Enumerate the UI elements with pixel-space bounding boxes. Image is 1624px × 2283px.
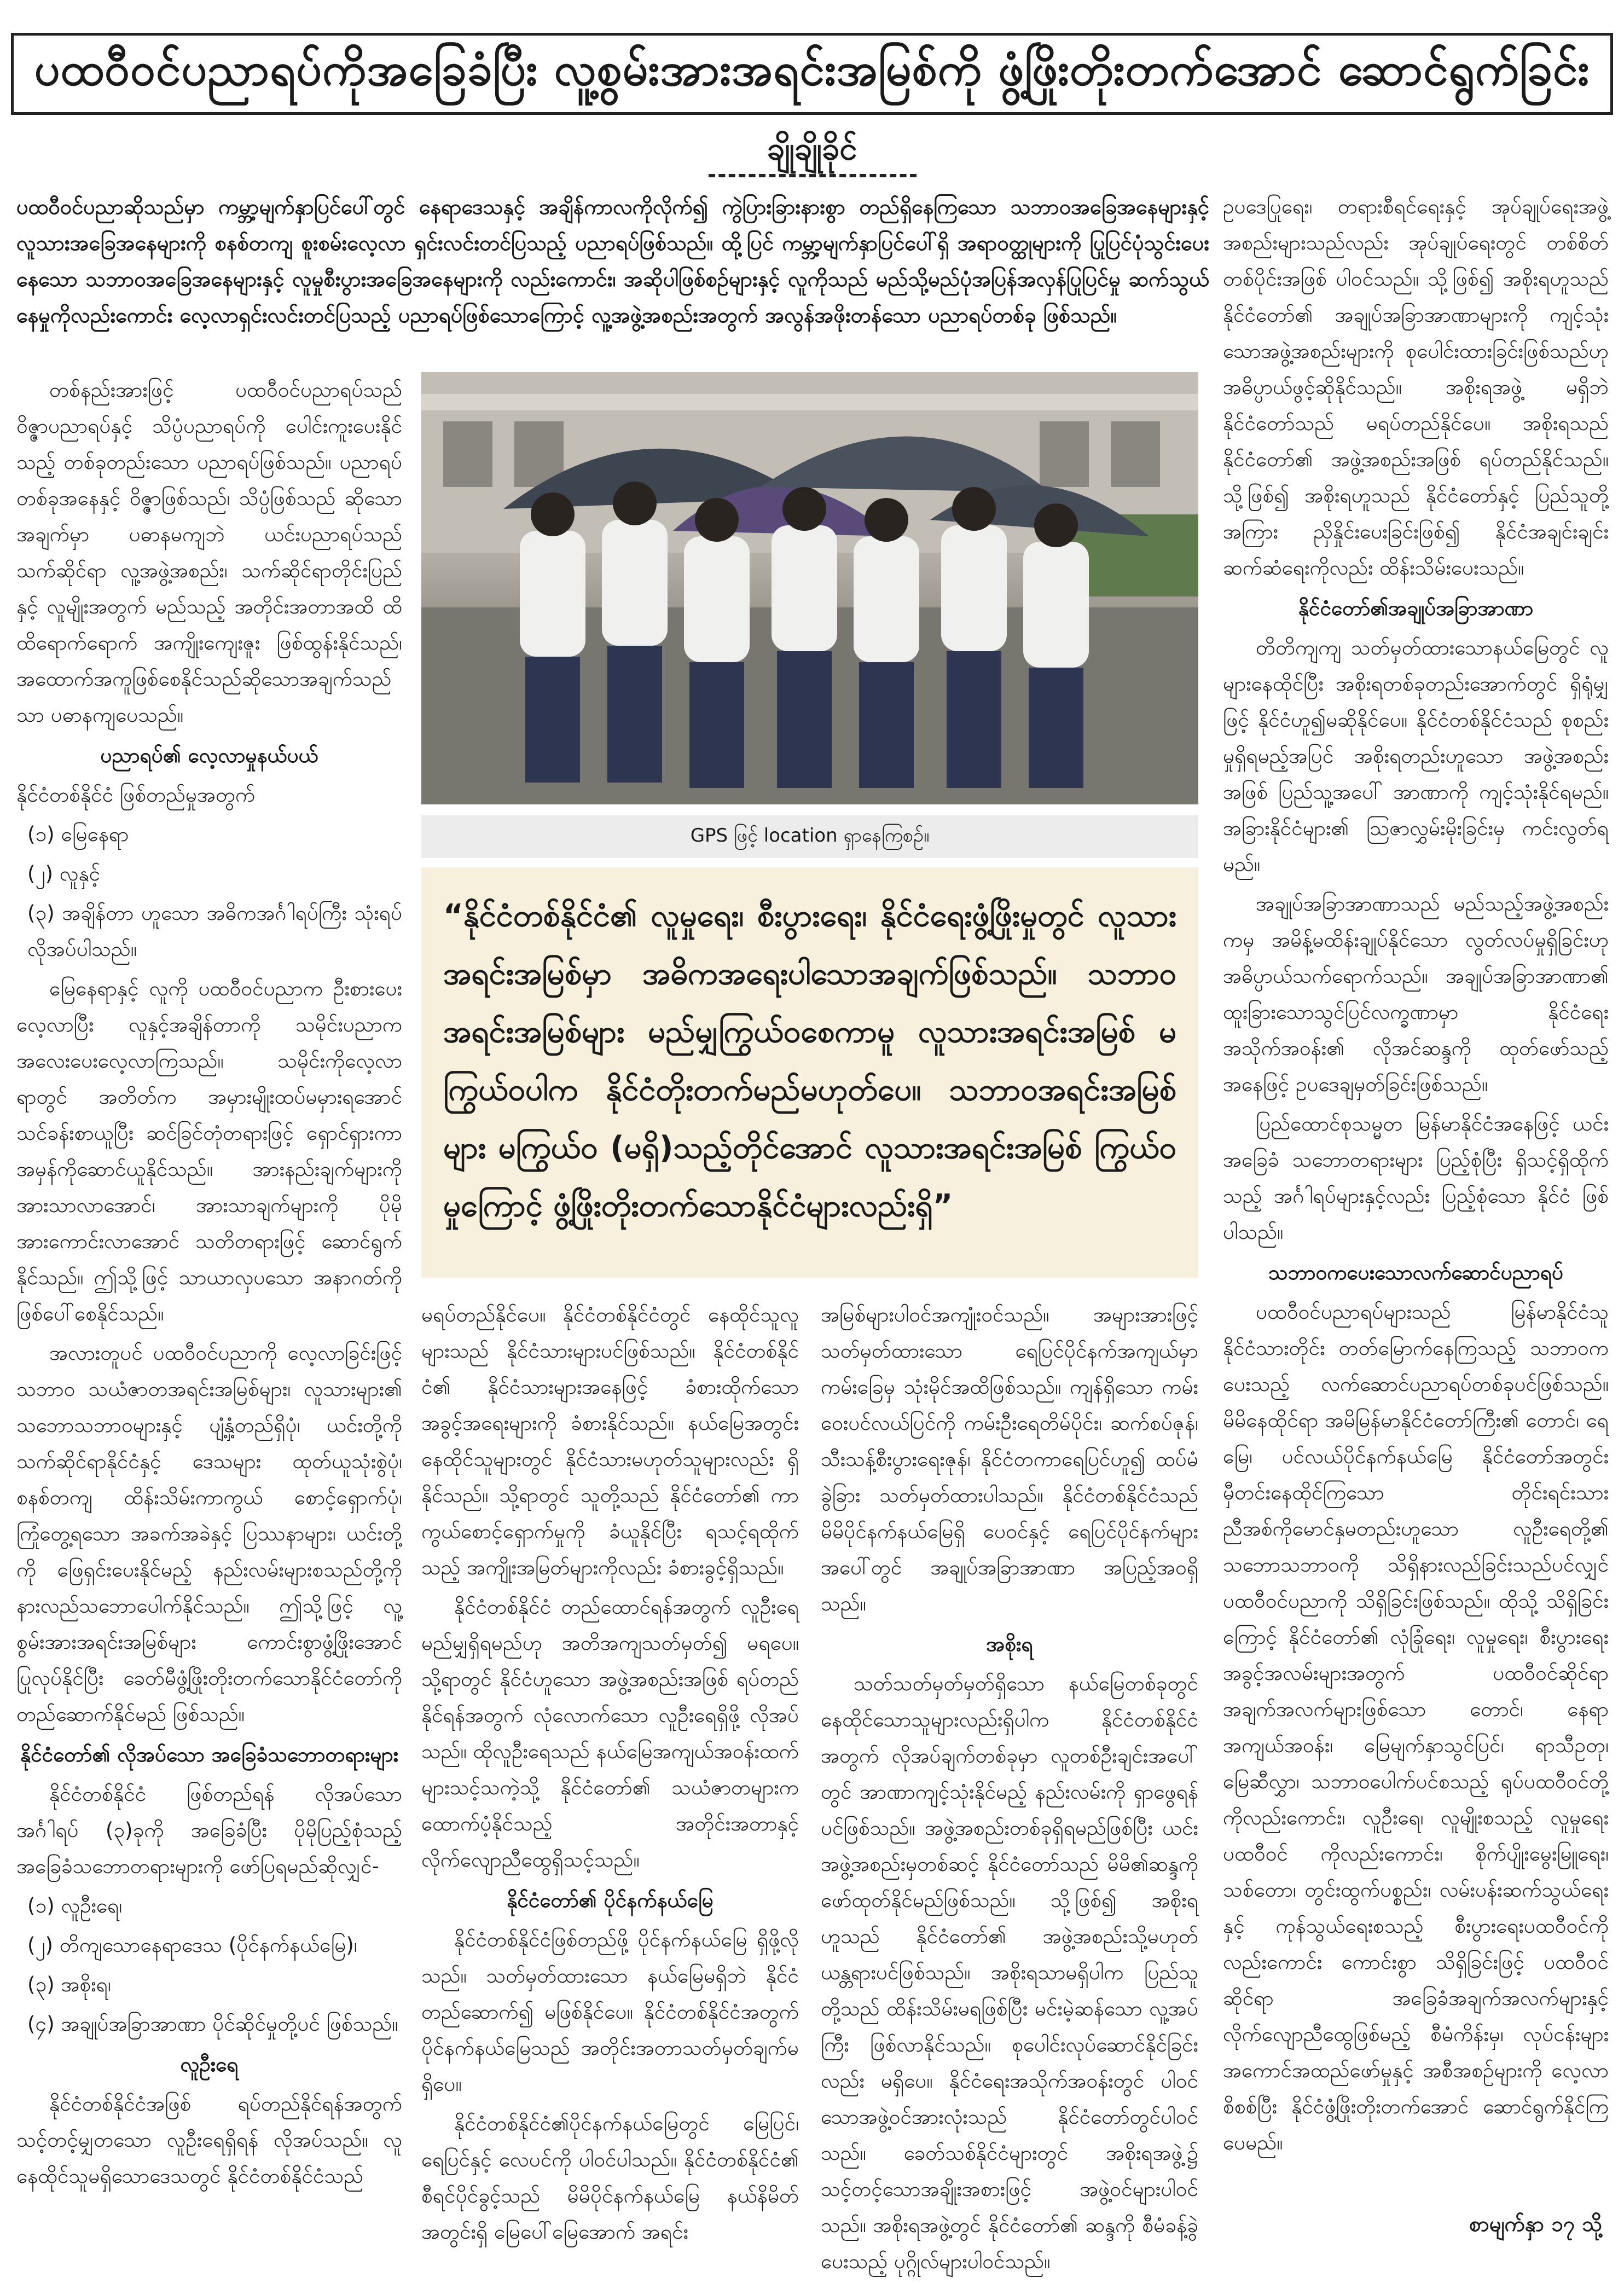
- paragraph: ပြည်ထောင်စုသမ္မတ မြန်မာနိုင်ငံအနေဖြင့် ယင်းအခြေခံ သဘောတရားများ ပြည့်စုံပြီး ရှိသင့်ရှိထိုက်သည့် အင်္ဂါရပ်များနှင့်လည်း ပြည့်စုံသော နိုင်ငံ ဖြစ်ပါသည်။: [1223, 1112, 1609, 1244]
- section-heading: လူဦးရေ: [180, 2053, 239, 2076]
- section-heading: နိုင်ငံတော်၏ ပိုင်နက်နယ်မြေ: [507, 1888, 714, 1912]
- paragraph: အမြစ်များပါဝင်အကျုံးဝင်သည်။ အများအားဖြင့် သတ်မှတ်ထားသော ရေပြင်ပိုင်နက်အကျယ်မှာ ကမ်းခြေမှ သုံးမိုင်အထိဖြစ်သည်။ ကျန်ရှိသော ကမ်းဝေးပင်လယ်ပြင်ကို ကမ်းဦးရေတိမ်ပိုင်း၊ ဆက်စပ်ဇုန်၊ သီးသန့်စီးပွားရေးဇုန်၊ နိုင်ငံတကာရေပြင်ဟူ၍ ထပ်မံခွဲခြား သတ်မှတ်ထားပါသည်။ နိုင်ငံတစ်နိုင်ငံသည် မိမိပိုင်နက်နယ်မြေရှိ ပေဝင်နှင့် ရေပြင်ပိုင်နက်များအပေါ်တွင် အချုပ်အခြာအာဏာ အပြည့်အဝရှိသည်။: [821, 1303, 1198, 1615]
- list-item: (၃) အချိန်တာ ဟူသော အဓိကအင်္ဂါရပ်ကြီး သုံးရပ် လိုအပ်ပါသည်။: [27, 901, 402, 961]
- article-headline: ပထဝီဝင်ပညာရပ်ကိုအခြေခံပြီး လူ့စွမ်းအားအရင်းအမြစ်ကို ဖွံ့ဖြိုးတိုးတက်အောင် ဆောင်ရွက်ခြင်း: [11, 33, 1613, 115]
- list-item: (၁) လူဦးရေ၊: [27, 1894, 123, 1917]
- paragraph: တိတိကျကျ သတ်မှတ်ထားသောနယ်မြေတွင် လူများနေထိုင်ပြီး အစိုးရတစ်ခုတည်းအောက်တွင် ရှိရုံမျှဖြင့် နိုင်ငံဟူ၍မဆိုနိုင်ပေ။ နိုင်ငံတစ်နိုင်ငံသည် စုစည်းမှုရှိရမည့်အပြင် အစိုးရတည်းဟူသော အဖွဲ့အစည်းအဖြစ် ပြည်သူ့အပေါ် အာဏာကို ကျင့်သုံးနိုင်ရမည်။ အခြားနိုင်ငံများ၏ ဩဇာလွှမ်းမိုးခြင်းမှ ကင်းလွတ်ရမည်။: [1223, 636, 1609, 876]
- section-heading: ပညာရပ်၏ လေ့လာမှုနယ်ပယ်: [100, 744, 318, 767]
- photo-caption: GPS ဖြင့် location ရှာနေကြစဉ်။: [421, 815, 1198, 858]
- paragraph: နိုင်ငံတစ်နိုင်ငံဖြစ်တည်ဖို့ ပိုင်နက်နယ်မြေ ရှိဖို့လိုသည်။ သတ်မှတ်ထားသော နယ်မြေမရှိဘဲ နိုင်ငံတည်ဆောက်၍ မဖြစ်နိုင်ပေ။ နိုင်ငံတစ်နိုင်ငံအတွက် ပိုင်နက်နယ်မြေသည် အတိုင်းအတာသတ်မှတ်ချက်မရှိပေ။: [421, 1928, 799, 2096]
- paragraph: မရပ်တည်နိုင်ပေ။ နိုင်ငံတစ်နိုင်ငံတွင် နေထိုင်သူလူများသည် နိုင်ငံသားများပင်ဖြစ်သည်။ နိုင်ငံတစ်နိုင်ငံ၏ နိုင်ငံသားများအနေဖြင့် ခံစားထိုက်သော အခွင့်အရေးများကို ခံစားနိုင်သည်။ နယ်မြေအတွင်း နေထိုင်သူများတွင် နိုင်ငံသားမဟုတ်သူများလည်း ရှိနိုင်သည်။ သို့ရာတွင် သူတို့သည် နိုင်ငံတော်၏ ကာကွယ်စောင့်ရှောက်မှုကို ခံယူနိုင်ပြီး ရသင့်ရထိုက်သည့် အကျိုးအမြတ်များကိုလည်း ခံစားခွင့်ရှိသည်။: [421, 1303, 799, 1579]
- column-1: [16, 372, 402, 2198]
- author-byline: ချိုချိုခိုင်: [767, 130, 857, 167]
- section-heading: နိုင်ငံတော်၏ လိုအပ်သော အခြေခံသဘောတရားများ: [20, 1743, 398, 1766]
- paragraph: သတ်သတ်မှတ်မှတ်ရှိသော နယ်မြေတစ်ခုတွင် နေထိုင်သောသူများလည်းရှိပါက နိုင်ငံတစ်နိုင်ငံအတွက် လိုအပ်ချက်တစ်ခုမှာ လူတစ်ဦးချင်းအပေါ်တွင် အာဏာကျင့်သုံးနိုင်မည့် နည်းလမ်းကို ရှာဖွေရန်ပင်ဖြစ်သည်။ အဖွဲ့အစည်းတစ်ခုရှိရမည်ဖြစ်ပြီး ယင်းအဖွဲ့အစည်းမှတစ်ဆင့် နိုင်ငံတော်သည် မိမိ၏ဆန္ဒကို ဖော်ထုတ်နိုင်မည်ဖြစ်သည်။ သို့ဖြစ်၍ အစိုးရဟူသည် နိုင်ငံတော်၏ အဖွဲ့အစည်းသို့မဟုတ် ယန္တရားပင်ဖြစ်သည်။ အစိုးရသာမရှိပါက ပြည်သူတို့သည် ထိန်းသိမ်းမရဖြစ်ပြီး မင်းမဲ့ဆန်သော လူ့အပ်ကြီး ဖြစ်လာနိုင်သည်။ စုပေါင်းလုပ်ဆောင်နိုင်ခြင်းလည်း မရှိပေ။ နိုင်ငံရေးအသိုက်အဝန်းတွင် ပါဝင်သောအဖွဲ့ဝင်အားလုံးသည် နိုင်ငံတော်တွင်ပါဝင်သည်။ ခေတ်သစ်နိုင်ငံများတွင် အစိုးရအဖွဲ့၌ သင့်တင့်သောအချိုးအစားဖြင့် အဖွဲ့ဝင်များပါဝင်သည်။ အစိုးရအဖွဲ့တွင် နိုင်ငံတော်၏ ဆန္ဒကို စီမံခန့်ခွဲပေးသည့် ပုဂ္ဂိုလ်များပါဝင်သည်။: [821, 1672, 1198, 2273]
- list-item: (၄) အချုပ်အခြာအာဏာ ပိုင်ဆိုင်မှုတို့ပင် ဖြစ်သည်။: [27, 2012, 398, 2036]
- photo-illustration: [421, 372, 1198, 804]
- paragraph: ပထဝီဝင်ပညာရပ်များသည် မြန်မာနိုင်ငံသူနိုင်ငံသားတိုင်း တတ်မြောက်နေကြသည့် သဘာဝကပေးသည့် လက်ဆောင်ပညာရပ်တစ်ခုပင်ဖြစ်သည်။ မိမိနေထိုင်ရာ အမိမြန်မာနိုင်ငံတော်ကြီး၏ တောင်၊ ရေမြေ၊ ပင်လယ်ပိုင်နက်နယ်မြေ နိုင်ငံတော်အတွင်း မှီတင်းနေထိုင်ကြသော တိုင်းရင်းသား ညီအစ်ကိုမောင်နှမတည်းဟူသော လူဦးရေတို့၏ သဘောသဘာဝကို သိရှိနားလည်ခြင်းသည်ပင်လျှင် ပထဝီဝင်ပညာကို သိရှိခြင်းဖြစ်သည်။ ထိုသို့ သိရှိခြင်းကြောင့် နိုင်ငံတော်၏ လုံခြုံရေး၊ လူမှုရေး၊ စီးပွားရေးအခွင့်အလမ်းများအတွက် ပထဝီဝင်ဆိုင်ရာ အချက်အလက်များဖြစ်သော တောင်၊ နေရာအကျယ်အဝန်း၊ မြေမျက်နှာသွင်ပြင်၊ ရာသီဥတု၊ မြေဆီလွှာ၊ သဘာဝပေါက်ပင်စသည့် ရုပ်ပထဝီဝင်တို့ကိုလည်းကောင်း၊ လူဦးရေ၊ လူမျိုးစသည့် လူမှုရေးပထဝီဝင် ကိုလည်းကောင်း၊ စိုက်ပျိုးမွေးမြူရေး၊ သစ်တော၊ တွင်းထွက်ပစ္စည်း၊ လမ်းပန်းဆက်သွယ်ရေးနှင့် ကုန်သွယ်ရေးစသည့် စီးပွားရေးပထဝီဝင်ကိုလည်းကောင်း ကောင်းစွာ သိရှိခြင်းဖြင့် ပထဝီဝင်ဆိုင်ရာ အခြေခံအချက်အလက်များနှင့် လိုက်လျောညီထွေဖြစ်မည့် စီမံကိန်းမှ၊ လုပ်ငန်းများ အကောင်အထည်ဖော်မှုနှင့် အစီအစဉ်များကို လေ့လာစိစစ်ပြီး နိုင်ငံဖွံ့ဖြိုးတိုးတက်အောင် ဆောင်ရွက်နိုင်ကြပေမည်။: [1223, 1300, 1609, 2154]
- list-item: (၂) လူနှင့်: [27, 862, 101, 885]
- column-2: [421, 1297, 799, 2253]
- section-heading: နိုင်ငံတော်၏အချုပ်အခြာအာဏာ: [1298, 596, 1534, 620]
- paragraph: နိုင်ငံတစ်နိုင်ငံ ဖြစ်တည်မှုအတွက်: [16, 783, 256, 807]
- byline-divider: [709, 174, 917, 177]
- paragraph: နိုင်ငံတစ်နိုင်ငံ ဖြစ်တည်ရန် လိုအပ်သော အင်္ဂါရပ် (၃)ခုကို အခြေခံပြီး ပိုမိုပြည့်စုံသည့် အခြေခံသဘောတရားများကို ဖော်ပြရမည်ဆိုလျှင်-: [16, 1782, 402, 1878]
- paragraph: မြေနေရာနှင့် လူကို ပထဝီဝင်ပညာက ဦးစားပေး လေ့လာပြီး လူနှင့်အချိန်တာကို သမိုင်းပညာကအလေးပေးလေ့လာကြသည်။ သမိုင်းကိုလေ့လာရာတွင် အတိတ်က အမှားမျိုးထပ်မမှားရအောင် သင်ခန်းစာယူပြီး ဆင်ခြင်တုံတရားဖြင့် ရှောင်ရှားကာ အမှန်ကိုဆောင်ယူနိုင်သည်။ အားနည်းချက်များကို အားသာလာအောင်၊ အားသာချက်များကို ပိုမိုအားကောင်းလာအောင် သတိတရားဖြင့် ဆောင်ရွက်နိုင်သည်။ ဤသို့ဖြင့် သာယာလှပသော အနာဂတ်ကို ဖြစ်ပေါ်စေနိုင်သည်။: [16, 977, 402, 1325]
- paragraph: နိုင်ငံတစ်နိုင်ငံ တည်ထောင်ရန်အတွက် လူဦးရေမည်မျှရှိရမည်ဟု အတိအကျသတ်မှတ်၍ မရပေ။ သို့ရာတွင် နိုင်ငံဟူသော အဖွဲ့အစည်းအဖြစ် ရပ်တည်နိုင်ရန်အတွက် လုံလောက်သော လူဦးရေရှိဖို့ လိုအပ်သည်။ ထိုလူဦးရေသည် နယ်မြေအကျယ်အဝန်းထက် များသင့်သကဲ့သို့ နိုင်ငံတော်၏ သယံဇာတများက ထောက်ပံ့နိုင်သည့် အတိုင်းအတာနှင့် လိုက်လျောညီထွေရှိသင့်သည်။: [421, 1595, 799, 1871]
- continued-on-page: စာမျက်နှာ ၁၇ သို့: [1469, 2212, 1602, 2236]
- paragraph: ဥပဒေပြုရေး၊ တရားစီရင်ရေးနှင့် အုပ်ချုပ်ရေးအဖွဲ့အစည်းများသည်လည်း အုပ်ချုပ်ရေးတွင် တစ်စိတ်တစ်ပိုင်းအဖြစ် ပါဝင်သည်။ သို့ဖြစ်၍ အစိုးရဟူသည် နိုင်ငံတော်၏ အချုပ်အခြာအာဏာများကို ကျင့်သုံးသောအဖွဲ့အစည်းများကို စုပေါင်းထားခြင်းဖြစ်သည်ဟု အဓိပ္ပာယ်ဖွင့်ဆိုနိုင်သည်။ အစိုးရအဖွဲ့ မရှိဘဲ နိုင်ငံတော်သည် မရပ်တည်နိုင်ပေ။ အစိုးရသည် နိုင်ငံတော်၏ အဖွဲ့အစည်းအဖြစ် ရပ်တည်နိုင်သည်။ သို့ဖြစ်၍ အစိုးရဟူသည် နိုင်ငံတော်နှင့် ပြည်သူတို့အကြား ညှိနှိုင်းပေးခြင်းဖြစ်၍ နိုင်ငံအချင်းချင်းဆက်ဆံရေးကိုလည်း ထိန်းသိမ်းပေးသည်။: [1223, 195, 1609, 580]
- column-3: [821, 1297, 1198, 2283]
- paragraph: တစ်နည်းအားဖြင့် ပထဝီဝင်ပညာရပ်သည် ဝိဇ္ဇာပညာရပ်နှင့် သိပ္ပံပညာရပ်ကို ပေါင်းကူးပေးနိုင်သည့် တစ်ခုတည်းသော ပညာရပ်ဖြစ်သည်။ ပညာရပ်တစ်ခုအနေနှင့် ဝိဇ္ဇာဖြစ်သည်၊ သိပ္ပံဖြစ်သည် ဆိုသောအချက်မှာ ပဓာနမကျဘဲ ယင်းပညာရပ်သည် သက်ဆိုင်ရာ လူ့အဖွဲ့အစည်း၊ သက်ဆိုင်ရာတိုင်းပြည်နှင့် လူမျိုးအတွက် မည်သည့် အတိုင်းအတာအထိ ထိထိရောက်ရောက် အကျိုးကျေးဇူး ဖြစ်ထွန်းနိုင်သည်၊ အထောက်အကူဖြစ်စေနိုင်သည်ဆိုသောအချက်သည်သာ ပဓာနကျပေသည်။: [16, 378, 402, 727]
- paragraph: နိုင်ငံတစ်နိုင်ငံအဖြစ် ရပ်တည်နိုင်ရန်အတွက် သင့်တင့်မျှတသော လူဦးရေရှိရန် လိုအပ်သည်။ လူနေထိုင်သူမရှိသောဒေသတွင် နိုင်ငံတစ်နိုင်ငံသည်: [16, 2092, 402, 2188]
- paragraph: အချုပ်အခြာအာဏာသည် မည်သည့်အဖွဲ့အစည်းကမှ အမိန့်မထိန်းချုပ်နိုင်သော လွတ်လပ်မှုရှိခြင်းဟု အဓိပ္ပာယ်သက်ရောက်သည်။ အချုပ်အခြာအာဏာ၏ ထူးခြားသောသွင်ပြင်လက္ခဏာမှာ နိုင်ငံရေးအသိုက်အဝန်း၏ လိုအင်ဆန္ဒကို ထုတ်ဖော်သည့်အနေဖြင့် ဥပဒေချမှတ်ခြင်းဖြစ်သည်။: [1223, 892, 1609, 1096]
- list-item: (၁) မြေနေရာ: [27, 822, 129, 846]
- paragraph: အလားတူပင် ပထဝီဝင်ပညာကို လေ့လာခြင်းဖြင့် သဘာဝ သယံဇာတအရင်းအမြစ်များ၊ လူသားများ၏ သဘောသဘာဝများနှင့် ပျံ့နှံ့တည်ရှိပုံ၊ ယင်းတို့ကို သက်ဆိုင်ရာနိုင်ငံနှင့် ဒေသများ ထုတ်ယူသုံးစွဲပုံ၊ စနစ်တကျ ထိန်းသိမ်းကာကွယ် စောင့်ရှောက်ပုံ၊ ကြုံတွေ့ရသော အခက်အခဲနှင့် ပြဿနာများ၊ ယင်းတို့ကို ဖြေရှင်းပေးနိုင်မည့် နည်းလမ်းများစသည်တို့ကို နားလည်သဘောပေါက်နိုင်သည်။ ဤသို့ဖြင့် လူ့စွမ်းအားအရင်းအမြစ်များ ကောင်းစွာဖွံ့ဖြိုးအောင် ပြုလုပ်နိုင်ပြီး ခေတ်မီဖွံ့ဖြိုးတိုးတက်သောနိုင်ငံတော်ကို တည်ဆောက်နိုင်မည် ဖြစ်သည်။: [16, 1341, 402, 1726]
- paragraph: နိုင်ငံတစ်နိုင်ငံ၏ပိုင်နက်နယ်မြေတွင် မြေပြင်၊ ရေပြင်နှင့် လေပင်ကို ပါဝင်ပါသည်။ နိုင်ငံတစ်နိုင်ငံ၏ စီရင်ပိုင်ခွင့်သည် မိမိပိုင်နက်နယ်မြေ နယ်နိမိတ်အတွင်းရှိ မြေပေါ်မြေအောက် အရင်း: [421, 2112, 799, 2244]
- section-heading: အစိုးရ: [986, 1632, 1033, 1656]
- intro-paragraph: ပထဝီဝင်ပညာဆိုသည်မှာ ကမ္ဘာ့မျက်နှာပြင်ပေါ်တွင် နေရာဒေသနှင့် အချိန်ကာလကိုလိုက်၍ ကွဲပြားခြားနားစွာ တည်ရှိနေကြသော သဘာဝအခြေအနေများနှင့် လူသားအခြေအနေများကို စနစ်တကျ စူးစမ်းလေ့လာ ရှင်းလင်းတင်ပြသည့် ပညာရပ်ဖြစ်သည်။ ထို့ပြင် ကမ္ဘာ့မျက်နှာပြင်ပေါ်ရှိ အရာဝတ္ထုများကို ပြုပြင်ပုံသွင်းပေးနေသော သဘာဝအခြေအနေများနှင့် လူမှုစီးပွားအခြေအနေများကို လည်းကောင်း၊ အဆိုပါဖြစ်စဉ်များနှင့် လူကိုသည် မည်သို့မည်ပုံအပြန်အလှန်ပြုပြင်မှု ဆက်သွယ်နေမှုကိုလည်းကောင်း လေ့လာရှင်းလင်းတင်ပြသည့် ပညာရပ်ဖြစ်သောကြောင့် လူ့အဖွဲ့အစည်းအတွက် အလွန်အဖိုးတန်သော ပညာရပ်တစ်ခု ဖြစ်သည်။: [16, 195, 1209, 327]
- list-item: (၃) အစိုးရ၊: [27, 1973, 111, 1996]
- pull-quote: “နိုင်ငံတစ်နိုင်ငံ၏ လူမှုရေး၊ စီးပွားရေး၊ နိုင်ငံရေးဖွံ့ဖြိုးမှုတွင် လူသားအရင်းအမြစ်မှာ အဓိကအရေးပါသောအချက်ဖြစ်သည်။ သဘာဝအရင်းအမြစ်များ မည်မျှကြွယ်ဝစေကာမူ လူသားအရင်းအမြစ် မကြွယ်ဝပါက နိုင်ငံတိုးတက်မည်မဟုတ်ပေ။ သဘာဝအရင်းအမြစ်များ မကြွယ်ဝ (မရှိ)သည့်တိုင်အောင် လူသားအရင်းအမြစ် ကြွယ်ဝမှုကြောင့် ဖွံ့ဖြိုးတိုးတက်သောနိုင်ငံများလည်းရှိ”: [421, 867, 1198, 1278]
- section-heading: သဘာဝကပေးသောလက်ဆောင်ပညာရပ်: [1268, 1261, 1564, 1284]
- list-item: (၂) တိကျသောနေရာဒေသ (ပိုင်နက်နယ်မြေ)၊: [27, 1933, 357, 1957]
- students-gps-photo: [421, 372, 1198, 804]
- column-4: [1223, 189, 1609, 2164]
